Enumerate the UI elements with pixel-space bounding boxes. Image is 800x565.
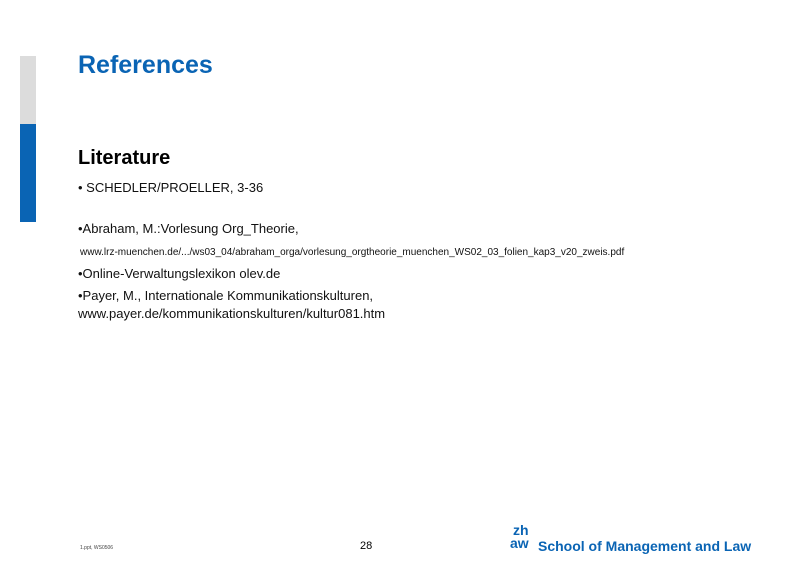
logo-text: School of Management and Law bbox=[538, 538, 752, 554]
sidebar-accent-blue bbox=[20, 124, 36, 222]
section-heading-literature: Literature bbox=[78, 147, 171, 169]
logo-mark-zh: zh bbox=[513, 522, 529, 538]
page-number: 28 bbox=[360, 540, 373, 552]
reference-item-abraham: •Abraham, M.:Vorlesung Org_Theorie, bbox=[78, 221, 299, 236]
page-title: References bbox=[78, 51, 213, 79]
reference-item-schedler: • SCHEDLER/PROELLER, 3-36 bbox=[78, 180, 264, 195]
sidebar-accent-grey bbox=[20, 56, 36, 124]
reference-link-abraham: www.lrz-muenchen.de/.../ws03_04/abraham_orga/vorlesung_orgtheorie_muenchen_WS02_03_folien_kap3_v20_zweis.pdf bbox=[80, 247, 625, 258]
footer-file-label: 1.ppt, WS0506 bbox=[80, 545, 114, 551]
logo-mark-aw: aw bbox=[510, 535, 529, 551]
zhaw-logo-mark bbox=[510, 524, 538, 552]
reference-item-payer: •Payer, M., Internationale Kommunikationskulturen, bbox=[78, 288, 374, 303]
reference-item-olev: •Online-Verwaltungslexikon olev.de bbox=[78, 266, 281, 281]
reference-link-payer: www.payer.de/kommunikationskulturen/kultur081.htm bbox=[78, 306, 386, 321]
